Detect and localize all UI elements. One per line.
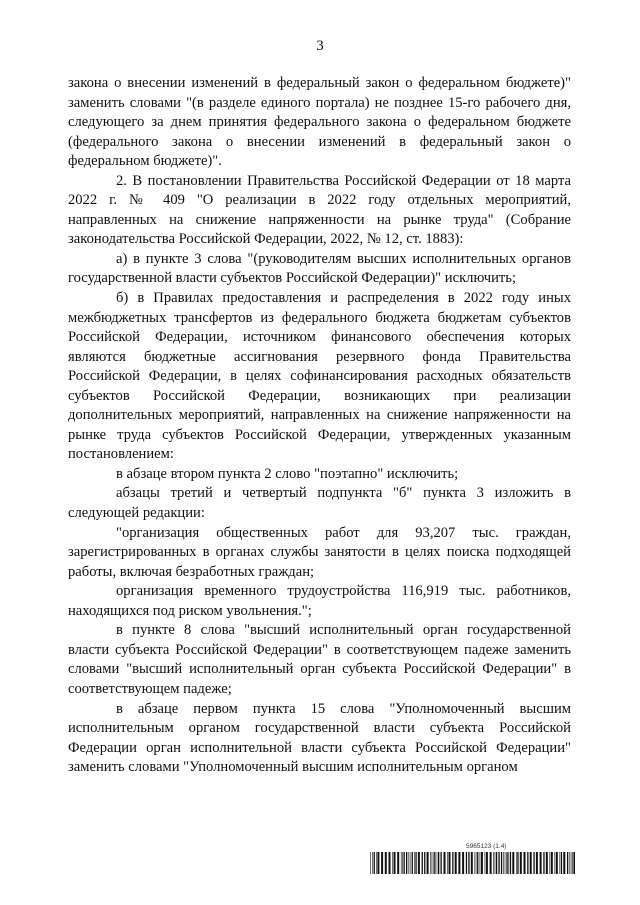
paragraph-subitem-b: б) в Правилах предоставления и распределения в 2022 году иных межбюджетных трансфертов из федерального бюджета бюджетам субъектов Российской Федерации, источником финансового обеспечения которых являются бюджетные ассигнования резервного фонда Правительства Российской Федерации, в целях софинансирования расходных обязательств субъектов Российской Федерации, возникающих при реализации дополнительных мероприятий, направленных на снижение напряженности на рынке труда субъектов Российской Федерации, утвержденных указанным постановлением: <box>68 290 571 463</box>
paragraph-temporary-employment: организация временного трудоустройства 116,919 тыс. работников, находящихся под риском увольнения."; <box>68 583 571 619</box>
barcode-image <box>370 852 575 874</box>
paragraph-point-3-amendment: абзацы третий и четвертый подпункта "б" пункта 3 изложить в следующей редакции: <box>68 485 571 522</box>
paragraph-point-15-amendment: в абзаце первом пункта 15 слова "Уполномоченный высшим исполнительным органом государственной власти субъекта Российской Федерации орган исполнительной власти субъекта Российской Федерации" заменить словами "Уполномоченный высшим исполнительным органом <box>68 700 571 776</box>
paragraph-point-8-amendment: в пункте 8 слова "высший исполнительный орган государственной власти субъекта Российской Федерации" в соответствующем падеже заменить словами "высший исполнительный орган субъекта Российской Федерации" в соответствующем падеже; <box>68 622 571 697</box>
paragraph-subitem-a: а) в пункте 3 слова "(руководителям высших исполнительных органов государственной власти субъектов Российской Федерации)" исключить; <box>68 250 571 287</box>
paragraph-point-2-amendment: в абзаце втором пункта 2 слово "поэтапно" исключить; <box>116 465 459 482</box>
paragraph-public-works: "организация общественных работ для 93,207 тыс. граждан, зарегистрированных в органах службы занятости в целях поиска подходящей работы, включая безработных граждан; <box>68 524 571 580</box>
paragraph-item-2: 2. В постановлении Правительства Российской Федерации от 18 марта 2022 г. № 409 "О реализации в 2022 году отдельных мероприятий, направленных на снижение напряженности на рынке труда" (Собрание законодательства Российской Федерации, 2022, № 12, ст. 1883): <box>68 172 571 248</box>
page-number: 3 <box>316 38 324 54</box>
document-body <box>68 74 571 778</box>
document-code: 5965123 (1.4) <box>466 843 507 850</box>
paragraph-continuation: закона о внесении изменений в федеральный закон о федеральном бюджете)" заменить словами "(в разделе единого портала) не позднее 15-го рабочего дня, следующего за днем принятия федерального закона о федеральном бюджете (федерального закона о внесении изменений в федеральный закон о федеральном бюджете)". <box>68 75 571 170</box>
